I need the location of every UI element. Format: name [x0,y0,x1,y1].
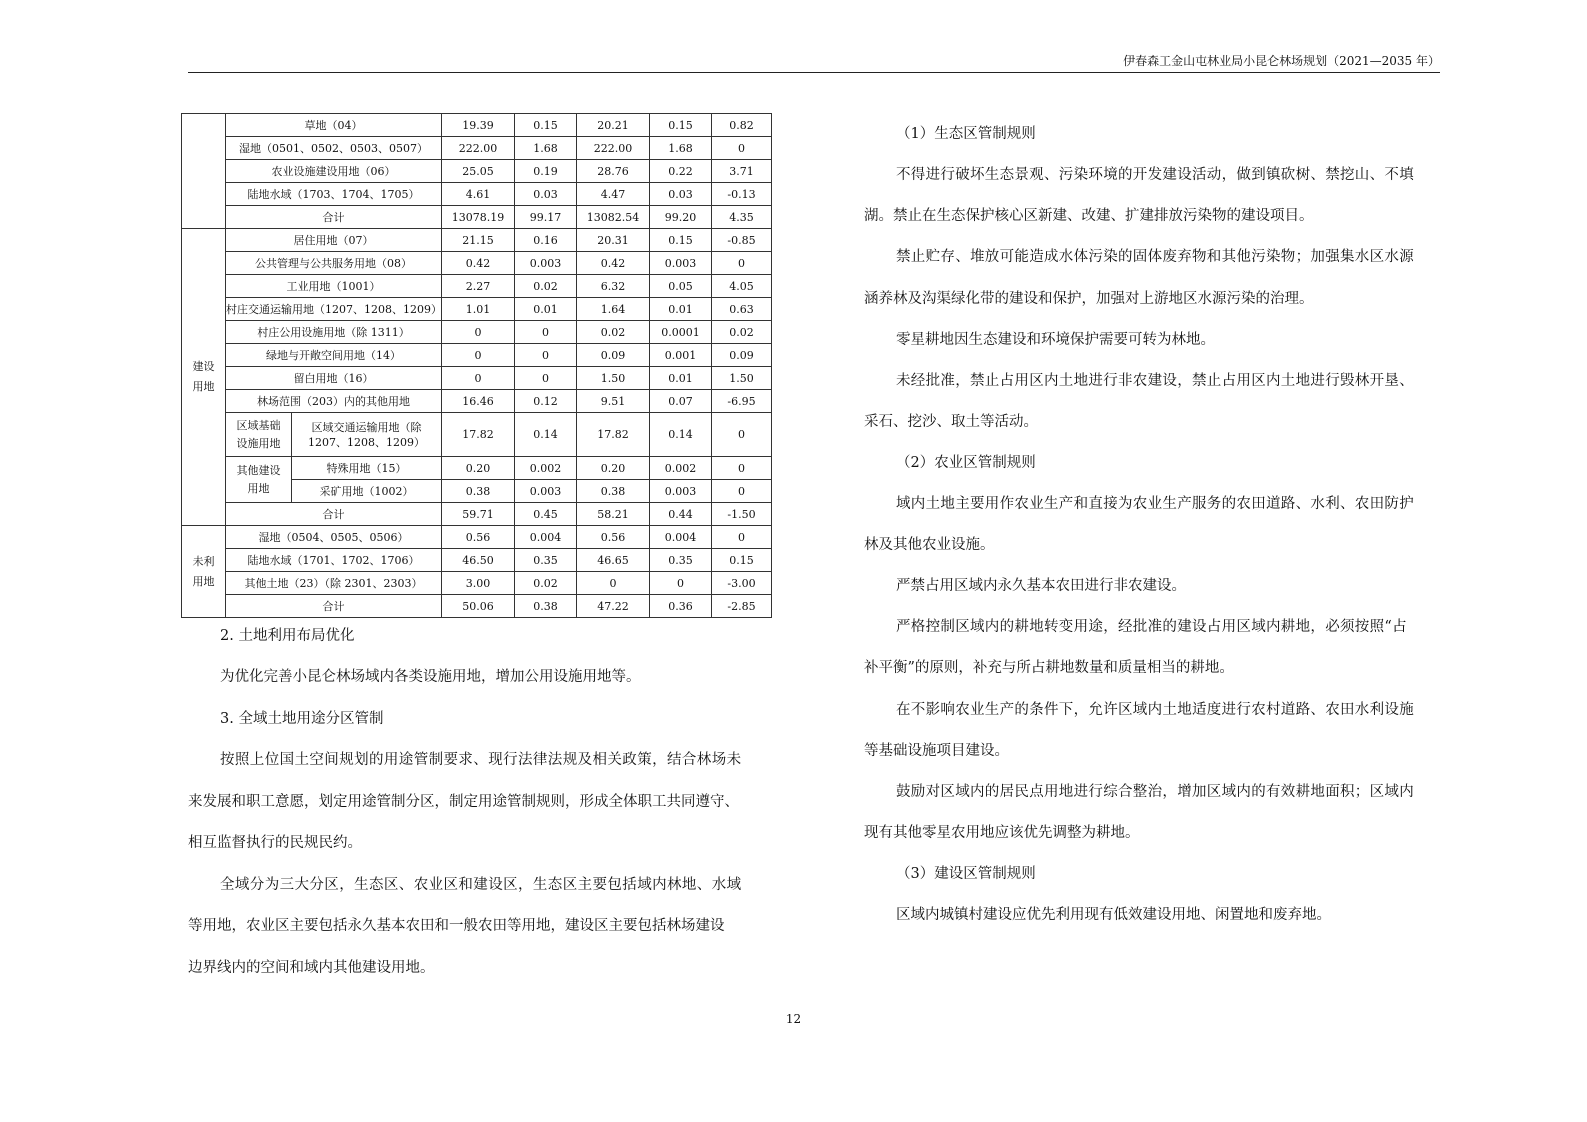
value-cell: 9.51 [577,390,650,413]
value-cell: 4.35 [712,206,772,229]
value-cell: 0.03 [515,183,577,206]
value-cell: 0.002 [515,457,577,480]
heading-agricultural-zone: （2）农业区管制规则 [896,455,1036,471]
value-cell: 28.76 [577,160,650,183]
land-type-cell: 村庄交通运输用地（1207、1208、1209） [226,298,442,321]
value-cell: 0.35 [650,549,712,572]
value-cell: 0.004 [650,526,712,549]
value-cell: 17.82 [577,413,650,457]
value-cell: 0.0001 [650,321,712,344]
value-cell: 0.22 [650,160,712,183]
value-cell: 1.68 [515,137,577,160]
paragraph-line: 鼓励对区域内的居民点用地进行综合整治，增加区域内的有效耕地面积；区域内 [896,784,1414,800]
value-cell: 0 [650,572,712,595]
land-type-cell: 湿地（0504、0505、0506） [226,526,442,549]
paragraph-line: 采石、挖沙、取土等活动。 [864,414,1038,430]
table-row [182,457,772,480]
value-cell: 0.004 [515,526,577,549]
value-cell: 1.01 [442,298,515,321]
table-row [182,183,772,206]
table-row [182,160,772,183]
value-cell: 0.44 [650,503,712,526]
value-cell: -6.95 [712,390,772,413]
value-cell: 0 [712,526,772,549]
table-row [182,572,772,595]
value-cell: 0 [515,344,577,367]
value-cell: 0.001 [650,344,712,367]
value-cell: 0 [442,344,515,367]
value-cell: 222.00 [442,137,515,160]
value-cell: 0.07 [650,390,712,413]
value-cell: 16.46 [442,390,515,413]
value-cell: 0.15 [650,114,712,137]
value-cell: 0 [712,457,772,480]
paragraph-line: 区域内城镇村建设应优先利用现有低效建设用地、闲置地和废弃地。 [896,907,1331,923]
value-cell: 0.15 [650,229,712,252]
table-row [182,367,772,390]
header-rule [188,72,1440,73]
value-cell: 25.05 [442,160,515,183]
value-cell: 0.36 [650,595,712,618]
land-type-cell: 陆地水域（1701、1702、1706） [226,549,442,572]
table-row [182,114,772,137]
paragraph-line: 按照上位国土空间规划的用途管制要求、现行法律法规及相关政策，结合林场未 [220,752,742,768]
value-cell: 0.09 [712,344,772,367]
value-cell: 0 [712,413,772,457]
value-cell: 1.68 [650,137,712,160]
subgroup-other-construction: 其他建设 用地 [226,457,292,503]
paragraph-line: 为优化完善小昆仑林场域内各类设施用地，增加公用设施用地等。 [220,669,641,685]
value-cell: 0.02 [712,321,772,344]
value-cell: 0.56 [577,526,650,549]
category-construction-land: 建设 用地 [182,229,226,526]
land-type-cell: 区域交通运输用地（除 1207、1208、1209） [292,413,442,457]
land-type-cell: 留白用地（16） [226,367,442,390]
heading-zoning-control: 3. 全域土地用途分区管制 [220,711,384,727]
table-row [182,413,772,457]
value-cell: 0.03 [650,183,712,206]
land-type-cell: 采矿用地（1002） [292,480,442,503]
land-use-table [181,113,772,618]
value-cell: 4.47 [577,183,650,206]
value-cell: -1.50 [712,503,772,526]
page-header-title: 伊春森工金山屯林业局小昆仑林场规划（2021—2035 年） [1123,54,1440,68]
paragraph-line: 全域分为三大分区，生态区、农业区和建设区，生态区主要包括域内林地、水域 [220,877,742,893]
paragraph-line: 零星耕地因生态建设和环境保护需要可转为林地。 [896,332,1215,348]
category-unused-land: 未利 用地 [182,526,226,618]
value-cell: 0.45 [515,503,577,526]
land-type-cell: 合计 [226,595,442,618]
value-cell: 46.65 [577,549,650,572]
value-cell: 0.003 [515,252,577,275]
value-cell: 0.19 [515,160,577,183]
paragraph-line: 湖。禁止在生态保护核心区新建、改建、扩建排放污染物的建设项目。 [864,208,1314,224]
value-cell: 20.31 [577,229,650,252]
value-cell: 0.35 [515,549,577,572]
table-row [182,549,772,572]
category-cell [182,114,226,229]
value-cell: 0 [577,572,650,595]
value-cell: -0.85 [712,229,772,252]
value-cell: 0.15 [712,549,772,572]
table-row [182,595,772,618]
value-cell: 0.02 [515,275,577,298]
value-cell: 19.39 [442,114,515,137]
value-cell: 0.002 [650,457,712,480]
table-row [182,229,772,252]
table-row [182,206,772,229]
value-cell: 3.71 [712,160,772,183]
value-cell: 21.15 [442,229,515,252]
value-cell: 0.63 [712,298,772,321]
table-row [182,321,772,344]
land-type-cell: 农业设施建设用地（06） [226,160,442,183]
land-type-cell: 草地（04） [226,114,442,137]
total-label: 合计 [226,503,442,526]
table-row [182,526,772,549]
land-type-cell: 林场范围（203）内的其他用地 [226,390,442,413]
paragraph-line: 林及其他农业设施。 [864,537,995,553]
value-cell: 222.00 [577,137,650,160]
value-cell: 0.14 [515,413,577,457]
value-cell: 2.27 [442,275,515,298]
value-cell: 0.20 [577,457,650,480]
value-cell: 17.82 [442,413,515,457]
value-cell: 99.20 [650,206,712,229]
table-row [182,344,772,367]
value-cell: 4.05 [712,275,772,298]
land-type-cell: 湿地（0501、0502、0503、0507） [226,137,442,160]
total-row [182,503,772,526]
value-cell: 99.17 [515,206,577,229]
value-cell: 1.64 [577,298,650,321]
subgroup-infrastructure: 区域基础 设施用地 [226,413,292,457]
paragraph-line: 在不影响农业生产的条件下，允许区域内土地适度进行农村道路、农田水利设施 [896,702,1414,718]
paragraph-line: 涵养林及沟渠绿化带的建设和保护，加强对上游地区水源污染的治理。 [864,291,1314,307]
paragraph-line: 未经批准，禁止占用区内土地进行非农建设，禁止占用区内土地进行毁林开垦、 [896,373,1414,389]
value-cell: 0 [712,252,772,275]
value-cell: 3.00 [442,572,515,595]
value-cell: 20.21 [577,114,650,137]
value-cell: 0 [712,480,772,503]
value-cell: -2.85 [712,595,772,618]
paragraph-line: 现有其他零星农用地应该优先调整为耕地。 [864,825,1140,841]
paragraph-line: 禁止贮存、堆放可能造成水体污染的固体废弃物和其他污染物；加强集水区水源 [896,249,1414,265]
paragraph-line: 来发展和职工意愿，划定用途管制分区，制定用途管制规则，形成全体职工共同遵守、 [188,794,739,810]
value-cell: 0.02 [515,572,577,595]
value-cell: 0.003 [650,480,712,503]
value-cell: 0.09 [577,344,650,367]
value-cell: 4.61 [442,183,515,206]
value-cell: 0.38 [577,480,650,503]
land-type-cell: 陆地水域（1703、1704、1705） [226,183,442,206]
page-number: 12 [785,1012,802,1026]
heading-ecological-zone: （1）生态区管制规则 [896,126,1036,142]
value-cell: 1.50 [577,367,650,390]
value-cell: 0.02 [577,321,650,344]
value-cell: 0.42 [577,252,650,275]
paragraph-line: 等基础设施项目建设。 [864,743,1009,759]
value-cell: 6.32 [577,275,650,298]
value-cell: 0.38 [442,480,515,503]
value-cell: 13082.54 [577,206,650,229]
paragraph-line: 严禁占用区域内永久基本农田进行非农建设。 [896,578,1186,594]
heading-construction-zone: （3）建设区管制规则 [896,866,1036,882]
paragraph-line: 边界线内的空间和域内其他建设用地。 [188,960,435,976]
land-type-cell: 村庄公用设施用地（除 1311） [226,321,442,344]
value-cell: 0.56 [442,526,515,549]
table-row [182,298,772,321]
value-cell: 0 [515,367,577,390]
value-cell: -3.00 [712,572,772,595]
paragraph-line: 域内土地主要用作农业生产和直接为农业生产服务的农田道路、水利、农田防护 [896,496,1414,512]
land-type-cell: 工业用地（1001） [226,275,442,298]
value-cell: 1.50 [712,367,772,390]
table-row [182,275,772,298]
paragraph-line: 等用地，农业区主要包括永久基本农田和一般农田等用地，建设区主要包括林场建设 [188,918,725,934]
value-cell: 0.01 [650,298,712,321]
paragraph-line: 严格控制区域内的耕地转变用途，经批准的建设占用区域内耕地，必须按照“占 [896,619,1407,635]
land-type-cell: 公共管理与公共服务用地（08） [226,252,442,275]
value-cell: 0.12 [515,390,577,413]
value-cell: 58.21 [577,503,650,526]
value-cell: 0.003 [515,480,577,503]
value-cell: 0.003 [650,252,712,275]
value-cell: 0.15 [515,114,577,137]
value-cell: 0.42 [442,252,515,275]
land-type-cell: 其他土地（23）（除 2301、2303） [226,572,442,595]
land-type-cell: 居住用地（07） [226,229,442,252]
value-cell: -0.13 [712,183,772,206]
paragraph-line: 相互监督执行的民规民约。 [188,835,362,851]
value-cell: 0.01 [515,298,577,321]
value-cell: 0 [712,137,772,160]
land-type-cell: 特殊用地（15） [292,457,442,480]
land-type-cell: 绿地与开敞空间用地（14） [226,344,442,367]
value-cell: 0.16 [515,229,577,252]
value-cell: 0.38 [515,595,577,618]
value-cell: 0.01 [650,367,712,390]
value-cell: 0.82 [712,114,772,137]
table-row [182,390,772,413]
value-cell: 50.06 [442,595,515,618]
value-cell: 0 [442,321,515,344]
land-type-cell: 合计 [226,206,442,229]
table-row [182,137,772,160]
value-cell: 0.14 [650,413,712,457]
paragraph-line: 不得进行破坏生态景观、污染环境的开发建设活动，做到镇砍树、禁挖山、不填 [896,167,1414,183]
value-cell: 0.05 [650,275,712,298]
value-cell: 0.20 [442,457,515,480]
value-cell: 0 [515,321,577,344]
value-cell: 13078.19 [442,206,515,229]
table-row [182,252,772,275]
heading-layout-optimization: 2. 土地利用布局优化 [220,628,355,644]
value-cell: 0 [442,367,515,390]
paragraph-line: 补平衡”的原则，补充与所占耕地数量和质量相当的耕地。 [864,660,1234,676]
value-cell: 47.22 [577,595,650,618]
value-cell: 46.50 [442,549,515,572]
value-cell: 59.71 [442,503,515,526]
